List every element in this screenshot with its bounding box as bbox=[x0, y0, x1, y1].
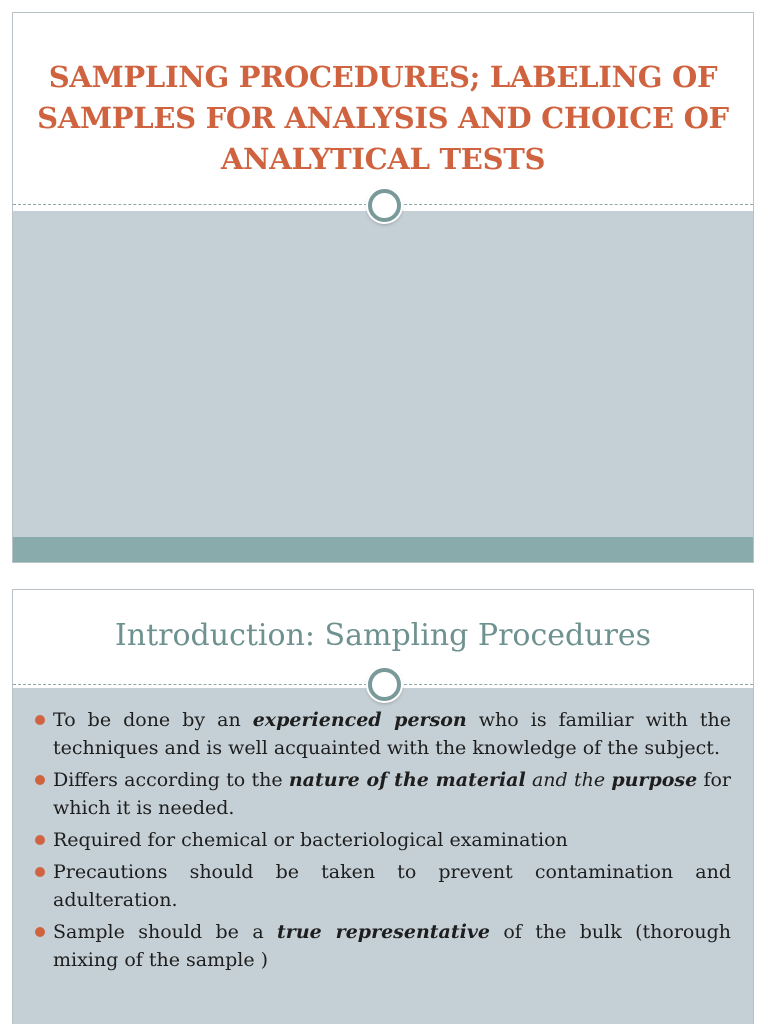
circle-ornament-icon bbox=[368, 189, 401, 222]
bullet-text: Sample should be a bbox=[53, 921, 278, 943]
content-panel bbox=[13, 211, 753, 537]
bullet-list bbox=[35, 706, 731, 978]
introduction-slide bbox=[12, 589, 754, 1024]
bullet-dot-icon bbox=[35, 775, 45, 785]
bullet-dot-icon bbox=[35, 835, 45, 845]
bullet-dot-icon bbox=[35, 867, 45, 877]
bullet-text: Precautions should be taken to prevent contamination and adulteration. bbox=[53, 861, 731, 911]
title-slide bbox=[12, 12, 754, 563]
bullet-item bbox=[35, 858, 731, 914]
slide-heading: Introduction: Sampling Procedures bbox=[114, 618, 652, 653]
bullet-text: of the bulk (thorough mixing of the sample ) bbox=[53, 921, 731, 971]
bullet-text: purpose bbox=[611, 769, 698, 791]
bullet-item bbox=[35, 826, 731, 854]
bullet-text: To be done by an bbox=[53, 709, 253, 731]
bullet-text: Differs according to the bbox=[53, 769, 289, 791]
bullet-item bbox=[35, 766, 731, 822]
footer-bar bbox=[13, 537, 753, 563]
bullet-text: nature of the material bbox=[288, 769, 526, 791]
bullet-text: experienced person bbox=[252, 709, 467, 731]
bullet-dot-icon bbox=[35, 927, 45, 937]
slide-title: SAMPLING PROCEDURES; LABELING OF SAMPLES FOR ANALYSIS AND CHOICE OF ANALYTICAL TESTS bbox=[37, 60, 729, 176]
bullet-text: for which it is needed. bbox=[53, 769, 731, 819]
bullet-item bbox=[35, 706, 731, 762]
bullet-text: who is familiar with the techniques and is well acquainted with the knowledge of the subject. bbox=[53, 709, 731, 759]
bullet-dot-icon bbox=[35, 715, 45, 725]
bullet-text: true representative bbox=[277, 921, 490, 943]
bullet-text: Required for chemical or bacteriological examination bbox=[53, 829, 568, 851]
title-slide-header bbox=[13, 13, 753, 208]
circle-ornament-icon bbox=[368, 668, 401, 701]
bullet-item bbox=[35, 918, 731, 974]
bullet-text: and the bbox=[525, 769, 612, 791]
